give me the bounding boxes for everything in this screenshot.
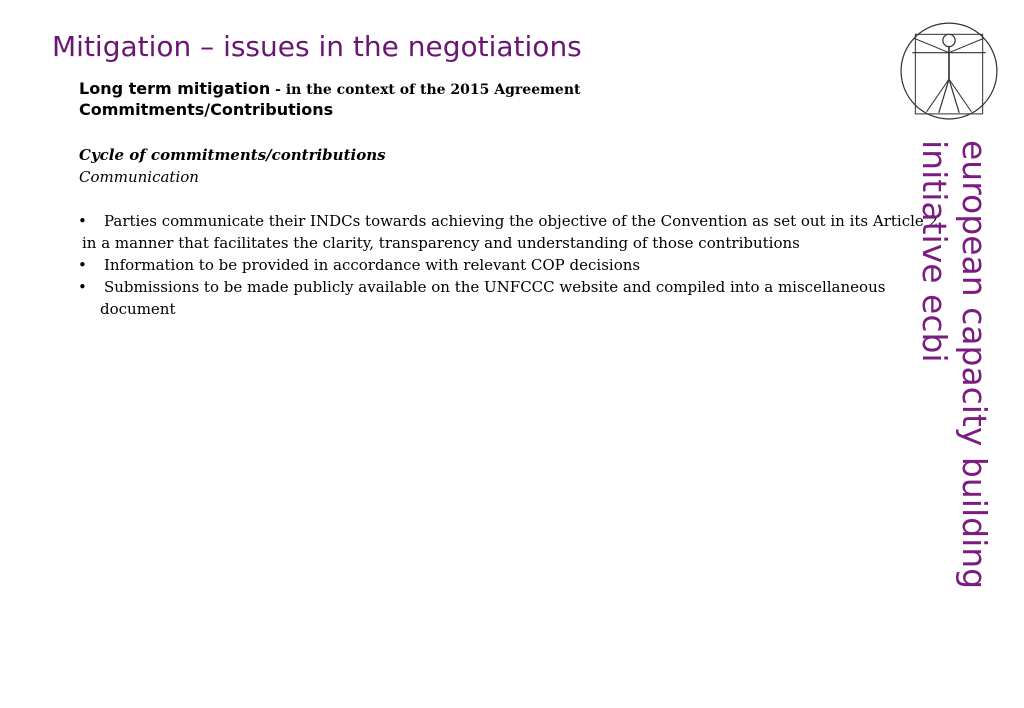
bullet-continuation: in a manner that facilitates the clarity, transparency and understanding of those contributions — [82, 234, 800, 252]
heading-part2: - in the context of the 2015 Agreement — [270, 82, 581, 98]
bullet-item — [78, 276, 918, 298]
bullet-text: Information to be provided in accordance with relevant COP decisions — [104, 256, 641, 274]
subheading-communication: Communication — [79, 168, 199, 186]
heading-commitments: Commitments/Contributions — [79, 100, 334, 119]
bullet-continuation: document — [100, 300, 176, 318]
bullet-dot: • — [78, 256, 87, 274]
subheading-cycle: Cycle of commitments/contributions — [79, 146, 386, 164]
bullet-list — [78, 210, 939, 320]
heading-part1: Long term mitigation — [79, 79, 271, 98]
bullet-item — [78, 210, 939, 232]
heading-long-term-mitigation — [79, 79, 580, 98]
bullet-text: Parties communicate their INDCs towards achieving the objective of the Convention as set out in its Article 2 — [104, 212, 939, 230]
brand-vertical-text — [914, 140, 994, 590]
vitruvian-man-icon — [898, 18, 1000, 120]
brand-line-2: initiative ecbi — [915, 140, 954, 363]
bullet-text: Submissions to be made publicly available on the UNFCCC website and compiled into a miscellaneous — [104, 278, 886, 296]
brand-line-1: european capacity building — [955, 140, 994, 590]
bullet-item — [78, 254, 918, 276]
slide-title: Mitigation – issues in the negotiations — [52, 30, 582, 63]
bullet-dot: • — [78, 212, 87, 230]
bullet-dot: • — [78, 278, 87, 296]
